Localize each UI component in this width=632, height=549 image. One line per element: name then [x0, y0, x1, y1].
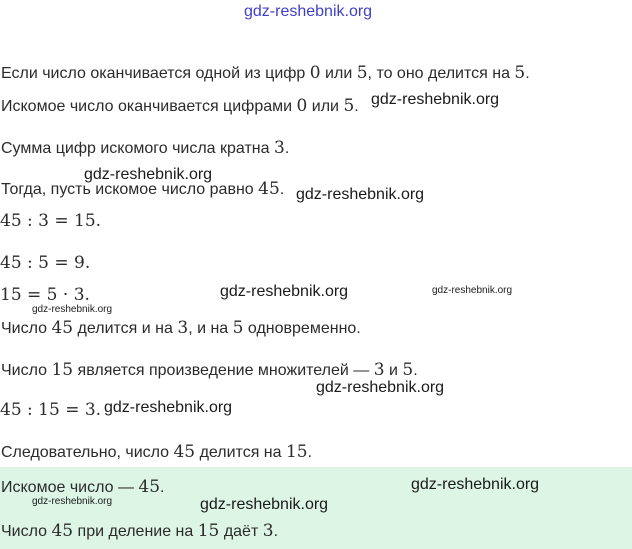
statement-assume-number: Тогда, пусть искомое число равно 45.: [1, 179, 285, 199]
statement-divisible-both: Число 45 делится и на 3, и на 5 одновременно.: [1, 318, 361, 338]
watermark: gdz-reshebnik.org: [104, 399, 233, 416]
watermark: gdz-reshebnik.org: [411, 476, 540, 493]
formula-45-div-5: 45 : 5 = 9.: [0, 253, 91, 273]
formula-45-div-15: 45 : 15 = 3.: [0, 400, 102, 420]
formula-45-div-3: 45 : 3 = 15.: [0, 211, 102, 231]
statement-15-product: Число 15 является произведение множителей — 3 и 5.: [1, 360, 418, 380]
watermark: gdz-reshebnik.org: [220, 283, 349, 300]
statement-conclusion: Следовательно, число 45 делится на 15.: [1, 442, 313, 462]
watermark: gdz-reshebnik.org: [296, 186, 425, 203]
watermark: gdz-reshebnik.org: [32, 304, 113, 315]
answer-number: Искомое число — 45.: [1, 477, 165, 497]
watermark: gdz-reshebnik.org: [84, 166, 213, 183]
statement-ends-with: Искомое число оканчивается цифрами 0 или 5.: [1, 96, 359, 116]
watermark: gdz-reshebnik.org: [32, 496, 113, 507]
answer-quotient: Число 45 при деление на 15 даёт 3.: [1, 521, 279, 541]
watermark: gdz-reshebnik.org: [432, 285, 513, 296]
watermark: gdz-reshebnik.org: [371, 91, 500, 108]
watermark: gdz-reshebnik.org: [316, 379, 445, 396]
rule-divisible-by-5: Если число оканчивается одной из цифр 0 или 5, то оно делится на 5.: [1, 63, 530, 83]
formula-15-product: 15 = 5 · 3.: [0, 285, 90, 305]
watermark: gdz-reshebnik.org: [200, 496, 329, 513]
watermark-top: gdz-reshebnik.org: [244, 3, 373, 20]
statement-digit-sum: Сумма цифр искомого числа кратна 3.: [1, 138, 290, 158]
